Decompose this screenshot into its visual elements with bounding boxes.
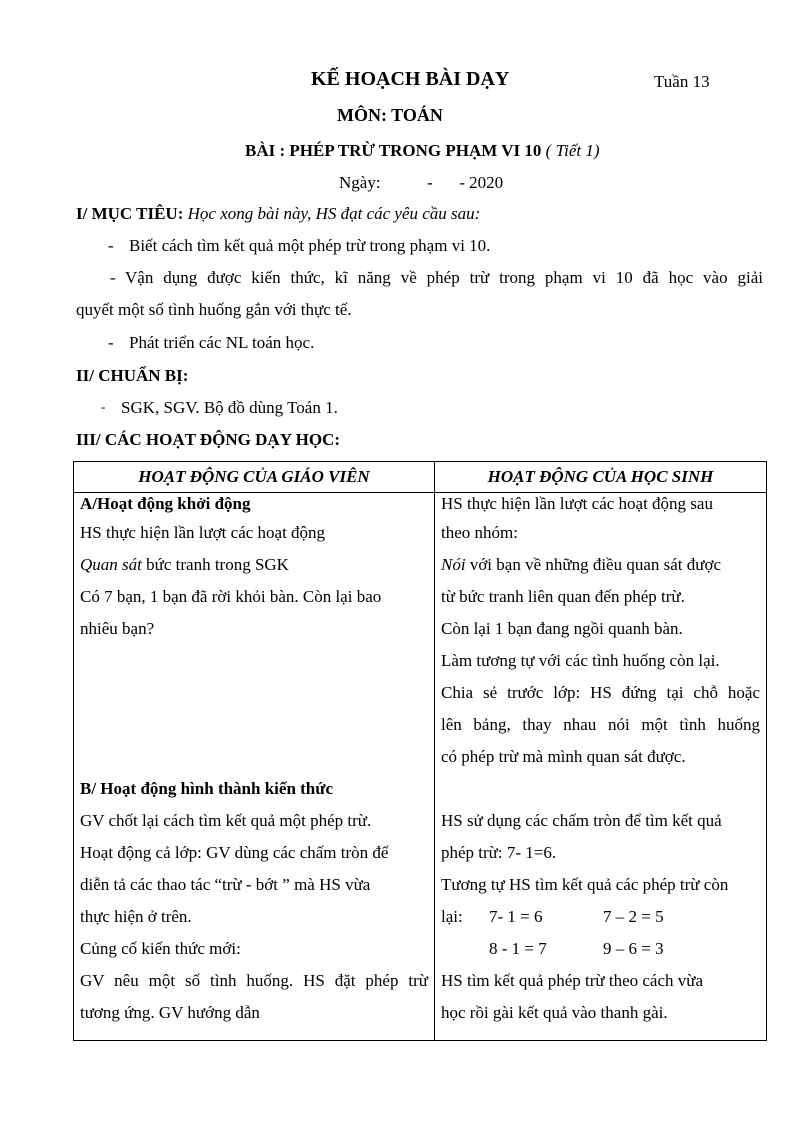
equation: 7- 1 = 6 [489, 907, 543, 926]
student-activities-cell [435, 493, 767, 1041]
bullet-dash: - [108, 333, 114, 352]
date-line [339, 173, 503, 193]
table-row [74, 493, 767, 1041]
teacher-activities-cell [74, 493, 435, 1041]
student-line: HS tìm kết quả phép trừ theo cách vừa [441, 971, 704, 990]
student-line [441, 549, 760, 581]
teacher-line: HS thực hiện lần lượt các hoạt động [80, 523, 326, 542]
observe-emphasis: Quan sát [80, 555, 142, 574]
student-line: Tương tự HS tìm kết quả các phép trừ còn [441, 875, 729, 894]
student-line: HS thực hiện lần lượt các hoạt động sau [441, 494, 713, 513]
section-a-heading: A/Hoạt động khởi động [80, 494, 251, 513]
preparation-heading: II/ CHUẨN BỊ: [76, 366, 189, 385]
equation: 7 – 2 = 5 [603, 907, 664, 926]
teacher-column-header: HOẠT ĐỘNG CỦA GIÁO VIÊN [74, 462, 435, 493]
student-line: HS sử dụng các chấm tròn để tìm kết quả [441, 811, 722, 830]
teacher-line: Củng cố kiến thức mới: [80, 939, 241, 958]
teacher-line [80, 549, 428, 581]
equation: 8 - 1 = 7 [489, 939, 547, 958]
section-b-heading: B/ Hoạt động hình thành kiến thức [80, 779, 334, 798]
lesson-name: BÀI : PHÉP TRỪ TRONG PHẠM VI 10 [245, 141, 542, 160]
teacher-line: Có 7 bạn, 1 bạn đã rời khỏi bàn. Còn lại bao [80, 587, 382, 606]
activities-table [73, 461, 767, 1041]
student-line: từ bức tranh liên quan đến phép trừ. [441, 587, 685, 606]
teacher-line: GV chốt lại cách tìm kết quả một phép trừ. [80, 811, 372, 830]
objective-item: Vận dụng được kiến thức, kĩ năng về phép trừ trong phạm vi 10 đã học vào giải [125, 268, 763, 287]
student-line: Chia sẻ trước lớp: HS đứng tại chỗ hoặc [441, 683, 760, 702]
teacher-line: nhiêu bạn? [80, 619, 155, 638]
equation-row [441, 933, 760, 965]
equation: 9 – 6 = 3 [603, 939, 664, 958]
student-line: có phép trừ mà mình quan sát được. [441, 747, 686, 766]
student-line: Còn lại 1 bạn đang ngồi quanh bàn. [441, 619, 683, 638]
student-line: lên bảng, thay nhau nói một tình huống [441, 715, 760, 734]
observe-rest: bức tranh trong SGK [141, 555, 289, 574]
student-line: theo nhóm: [441, 523, 518, 542]
teacher-line: diễn tả các thao tác “trừ - bớt ” mà HS vừa [80, 875, 371, 894]
date-sep-1: - [427, 173, 433, 192]
objectives-intro: Học xong bài này, HS đạt các yêu cầu sau: [187, 204, 481, 223]
objectives-heading-line [76, 204, 480, 224]
lesson-title [245, 141, 600, 161]
lesson-plan-title: KẾ HOẠCH BÀI DẠY [311, 68, 510, 90]
say-emphasis: Nói [441, 555, 466, 574]
objective-item: Biết cách tìm kết quả một phép trừ trong phạm vi 10. [129, 236, 491, 255]
bullet-dash: - [108, 236, 114, 255]
preparation-item: SGK, SGV. Bộ đồ dùng Toán 1. [121, 398, 338, 417]
objective-item: Phát triển các NL toán học. [129, 333, 315, 352]
say-rest: với bạn về những điều quan sát được [465, 555, 722, 574]
student-line: phép trừ: 7- 1=6. [441, 843, 557, 862]
bullet-dash: - [101, 399, 106, 414]
remaining-label: lại: [441, 907, 463, 926]
table-header-row [74, 462, 767, 493]
lesson-period: ( Tiết 1) [545, 141, 600, 160]
bullet-dash: - [110, 268, 116, 287]
teacher-line: thực hiện ở trên. [80, 907, 192, 926]
teacher-line: GV nêu một số tình huống. HS đặt phép trừ [80, 971, 428, 990]
student-column-header: HOẠT ĐỘNG CỦA HỌC SINH [435, 462, 767, 493]
student-line: Làm tương tự với các tình huống còn lại. [441, 651, 720, 670]
objective-item-continued: quyết một số tình huống gắn với thực tế. [76, 300, 352, 319]
activities-heading: III/ CÁC HOẠT ĐỘNG DẠY HỌC: [76, 430, 340, 449]
week-label: Tuần 13 [654, 72, 710, 91]
date-sep-2: - 2020 [459, 173, 504, 192]
subject-title: MÔN: TOÁN [337, 105, 443, 125]
teacher-line: tương ứng. GV hướng dẫn [80, 1003, 260, 1022]
student-line: học rồi gài kết quả vào thanh gài. [441, 1003, 668, 1022]
equation-row [441, 901, 760, 933]
objectives-heading: I/ MỤC TIÊU: [76, 204, 184, 223]
teacher-line: Hoạt động cả lớp: GV dùng các chấm tròn để [80, 843, 389, 862]
date-label: Ngày: [339, 173, 381, 192]
